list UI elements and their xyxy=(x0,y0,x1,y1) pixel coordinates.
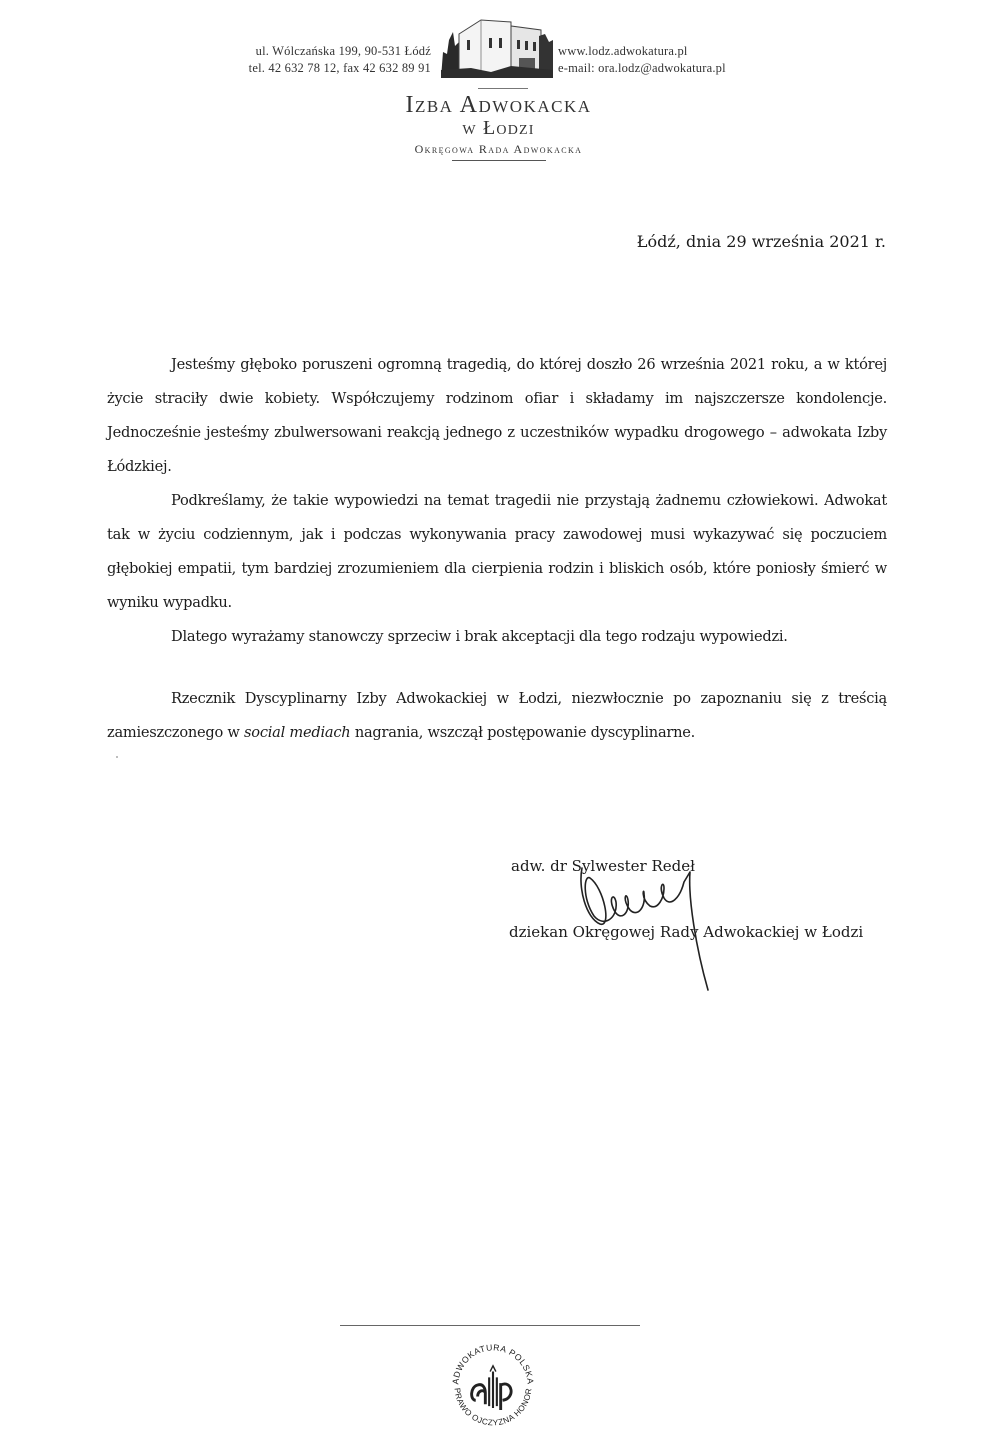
handwritten-signature xyxy=(560,858,720,998)
footer-divider xyxy=(340,1325,640,1326)
letterhead-divider-bottom xyxy=(452,160,546,161)
organization-council: Okręgowa Rada Adwokacka xyxy=(414,142,583,156)
paragraph: Jesteśmy głęboko poruszeni ogromną tragedią, do której doszło 26 września 2021 roku, a w której życie straciły dwie kobiety. Współczujemy rodzinom ofiar i składamy im najszczersze kondolencje. Jednocześnie jesteśmy zbulwersowani reakcją jednego z uczestników wypadku drogowego – adwokata Izby Łódzkiej. xyxy=(107,356,887,475)
letterhead-contact-left xyxy=(249,43,431,77)
letter-body xyxy=(107,348,887,750)
email-link[interactable]: e-mail: ora.lodz@adwokatura.pl xyxy=(558,61,726,75)
paragraph-text: nagrania, wszczął postępowanie dyscyplinarne. xyxy=(350,724,696,741)
scan-speck xyxy=(116,756,118,758)
phone-fax-line: tel. 42 632 78 12, fax 42 632 89 91 xyxy=(248,61,431,75)
letterhead-divider xyxy=(478,88,528,89)
bar-association-seal xyxy=(445,1337,541,1433)
paragraph-disciplinary xyxy=(107,682,887,750)
building-illustration xyxy=(441,12,553,78)
letterhead-contact-right xyxy=(558,43,726,77)
paragraph: Dlatego wyrażamy stanowczy sprzeciw i brak akceptacji dla tego rodzaju wypowiedzi. xyxy=(171,628,788,645)
paragraph-italic: social mediach xyxy=(244,724,351,741)
address-line: ul. Wólczańska 199, 90-531 Łódź xyxy=(255,44,431,58)
seal-top-text: ADWOKATURA POLSKA xyxy=(450,1342,536,1385)
paragraph: Podkreślamy, że takie wypowiedzi na temat tragedii nie przystają żadnemu człowiekowi. Adwokat tak w życiu codziennym, jak i podczas wykonywania pracy zawodowej musi wykazywać się poczuciem głębokiej empatii, tym bardziej zrozumieniem dla cierpienia rodzin i bliskich osób, które poniosły śmierć w wyniku wypadku. xyxy=(107,492,887,611)
letter-date: Łódź, dnia 29 września 2021 r. xyxy=(636,232,886,251)
seal-bottom-text: PRAWO OJCZYZNA HONOR xyxy=(452,1387,534,1428)
paragraph-text: Rzecznik Dyscyplinarny Izby Adwokackiej w Łodzi, niezwłocznie po zapoznaniu się z treścią zamieszczonego w xyxy=(107,690,887,741)
signatory-name: adw. dr Sylwester Redeł xyxy=(511,857,695,875)
organization-city: w Łodzi xyxy=(462,117,535,139)
website-link[interactable]: www.lodz.adwokatura.pl xyxy=(558,44,688,58)
organization-title: Izba Adwokacka xyxy=(405,92,592,118)
signatory-title: dziekan Okręgowej Rady Adwokackiej w Łodzi xyxy=(509,923,864,941)
